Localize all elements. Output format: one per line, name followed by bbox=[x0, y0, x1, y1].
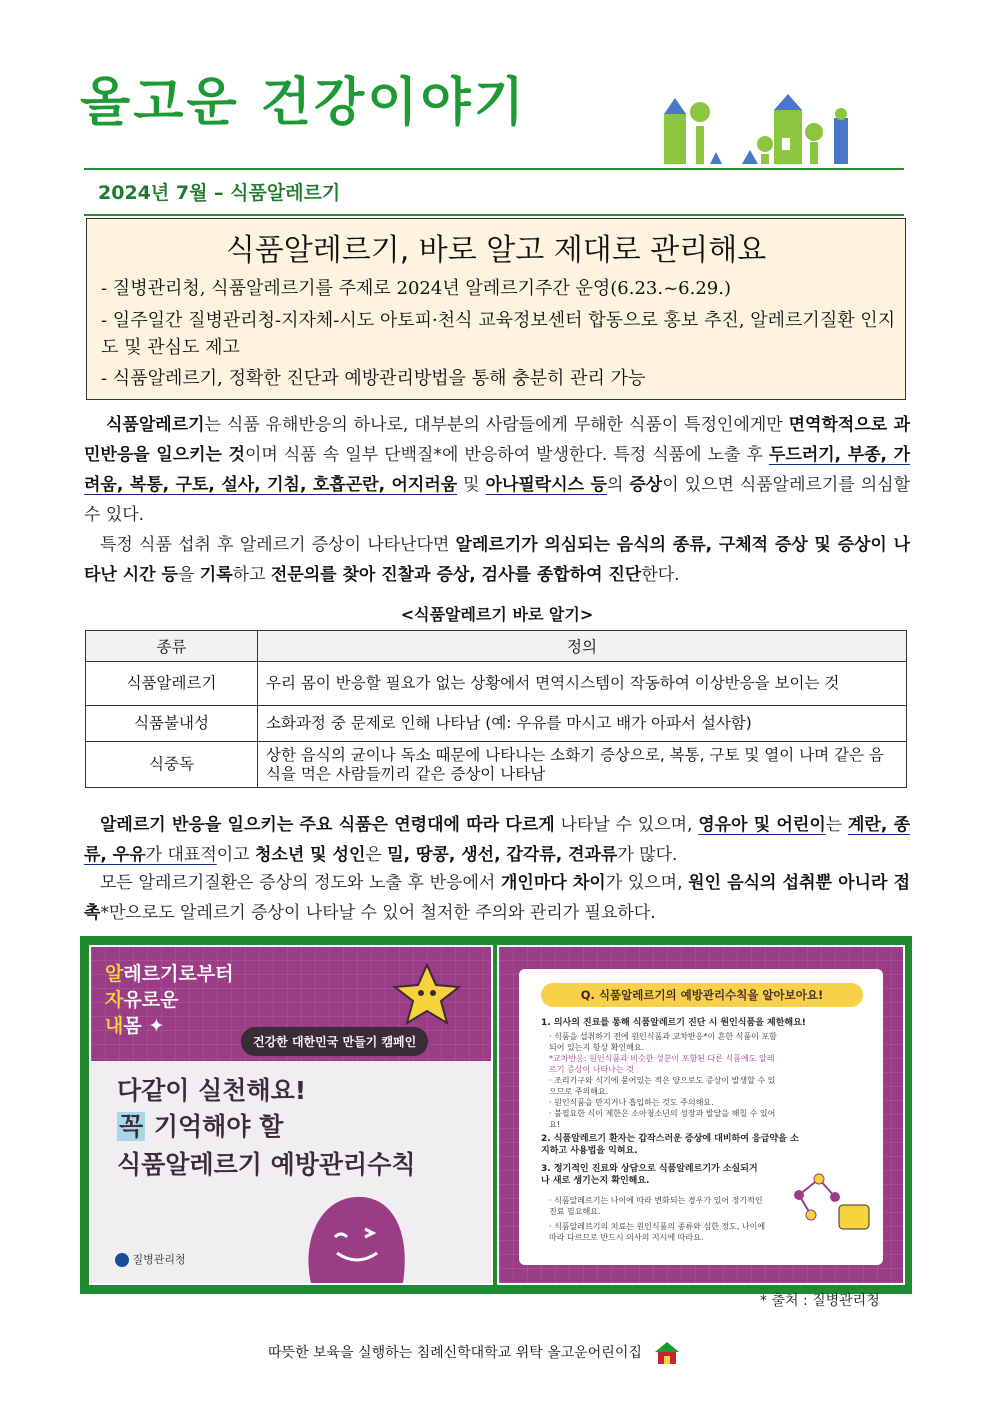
virus-character-icon bbox=[291, 1179, 421, 1283]
headline-bullet: - 일주일간 질병관리청-지자체-시도 아토피·천식 교육정보센터 합동으로 홍보 추진, 알레르기질환 인지도 및 관심도 제고 bbox=[101, 310, 896, 358]
campaign-poster-right bbox=[497, 945, 905, 1285]
rule-details bbox=[549, 1195, 769, 1243]
emphasis-text: 개인마다 차이 bbox=[501, 873, 606, 893]
definition-table bbox=[85, 630, 907, 788]
paragraph-individual-difference bbox=[84, 868, 910, 928]
month-bar bbox=[84, 168, 904, 216]
headline-bullet: - 질병관리청, 식품알레르기를 주제로 2024년 알레르기주간 운영(6.23.~6.29.) bbox=[101, 278, 731, 299]
emphasis-text: 원인 음식의 섭취뿐 아니라 접촉 bbox=[84, 873, 910, 923]
footer-label: 따뜻한 보육을 실행하는 침례신학대학교 위탁 올고운어린이집 bbox=[268, 1345, 642, 1361]
rule-item bbox=[541, 1133, 801, 1157]
prevention-question: Q. 식품알레르기의 예방관리수칙을 알아보아요! bbox=[541, 983, 863, 1007]
text-span: 가 있으며, bbox=[605, 873, 689, 893]
rule-item bbox=[541, 1017, 861, 1029]
rule-detail: · 식품알레르기는 나이에 따라 변화되는 경우가 있어 정기적인 진료 필요해요. bbox=[549, 1196, 763, 1216]
rule-title: 2. 식품알레르기 환자는 갑작스러운 증상에 대비하여 응급약을 소지하고 사용법을 익혀요. bbox=[541, 1134, 799, 1156]
table-cell-definition: 소화과정 중 문제로 인해 나타남 (예: 우유를 마시고 배가 아파서 설사함) bbox=[258, 706, 907, 742]
footer-text bbox=[268, 1340, 680, 1366]
poster-main-area bbox=[91, 1061, 491, 1283]
text-span: *만으로도 알레르기 증상이 나타날 수 있어 철저한 주의와 관리가 필요하다. bbox=[100, 903, 656, 923]
text-span: 한다. bbox=[641, 565, 680, 585]
text-span: 특정 식품 섭취 후 알레르기 증상이 나타난다면 bbox=[100, 535, 456, 555]
prevention-rules-card bbox=[519, 969, 883, 1265]
text-span: 이고 bbox=[216, 845, 255, 865]
text-span: 는 식품 유해반응의 하나로, 대부분의 사람들에게 무해한 식품이 특정인에게만 bbox=[204, 415, 789, 435]
emphasis-text: 기록 bbox=[199, 565, 233, 585]
table-header-row bbox=[86, 631, 907, 662]
table-cell-kind: 식품불내성 bbox=[86, 706, 258, 742]
term-food-allergy: 식품알레르기 bbox=[106, 415, 205, 435]
column-header: 종류 bbox=[86, 631, 258, 662]
table-row bbox=[86, 742, 907, 788]
headline-box bbox=[86, 218, 906, 400]
table-caption: <식품알레르기 바로 알기> bbox=[400, 605, 594, 624]
emphasis-text: 면역학적으로 과민반응을 일으키는 것 bbox=[84, 415, 911, 465]
daycare-house-icon bbox=[654, 1340, 680, 1366]
poster-main-line: 식품알레르기 예방관리수칙 bbox=[117, 1150, 416, 1179]
text-span: 을 bbox=[177, 565, 200, 585]
month-label: 2024년 7월 – 식품알레르기 bbox=[98, 182, 341, 204]
rule-title: 3. 정기적인 진료와 상담으로 식품알레르기가 소실되거나 새로 생기는지 확인해요. bbox=[541, 1164, 758, 1186]
agency-name: 질병관리청 bbox=[132, 1253, 186, 1266]
campaign-label: 건강한 대한민국 만들기 캠페인 bbox=[241, 1027, 428, 1056]
emphasis-text: 전문의를 찾아 진찰과 증상, 검사를 종합하여 진단 bbox=[270, 565, 642, 585]
symptom-anaphylaxis: 아나필락시스 등 bbox=[485, 475, 607, 495]
text-span: 는 bbox=[825, 815, 848, 835]
text-span: 가 많다. bbox=[617, 845, 678, 865]
text-span: 유로운 bbox=[123, 989, 179, 1011]
table-cell-kind: 식중독 bbox=[86, 742, 258, 788]
table-row bbox=[86, 662, 907, 706]
molecule-illustration-icon bbox=[789, 1165, 873, 1235]
rule-detail: *교차반응: 원인식품과 비슷한 성분이 포함된 다른 식품에도 알레르기 증상이 나타나는 것 bbox=[549, 1054, 775, 1074]
text-span: 하고 bbox=[232, 565, 271, 585]
text-span: 가 대표적 bbox=[145, 845, 217, 865]
campaign-poster-left bbox=[89, 945, 493, 1285]
text-span: 나타날 수 있으며, bbox=[554, 815, 699, 835]
emphasis-text: 증상 bbox=[629, 475, 663, 495]
newsletter-title: 올고운 건강이야기 bbox=[80, 73, 527, 133]
text-span: 몸 ✦ bbox=[123, 1015, 165, 1037]
paragraph-foods-by-age bbox=[84, 810, 910, 870]
poster-main-line: 다같이 실천해요! bbox=[117, 1076, 307, 1105]
agency-emblem-icon bbox=[115, 1253, 129, 1267]
rule-detail: · 조리기구와 식기에 묻어있는 적은 양으로도 증상이 발생할 수 있으므로 주의해요. bbox=[549, 1076, 776, 1096]
emphasis-text: 영유아 및 어린이 bbox=[698, 815, 826, 835]
text-span: 의 bbox=[606, 475, 630, 495]
symptom-list: 두드러기, 부종, 가려움, 복통, 구토, 설사, 기침, 호흡곤란, 어지러움 bbox=[84, 445, 910, 495]
text-span: 기억해야 할 bbox=[145, 1112, 284, 1141]
poster-slogan bbox=[105, 961, 233, 1039]
table-row bbox=[86, 706, 907, 742]
table-cell-kind: 식품알레르기 bbox=[86, 662, 258, 706]
text-span: 꼭 bbox=[119, 1112, 144, 1141]
emphasis-text: 계란, 종류, 우유 bbox=[84, 815, 910, 865]
table-cell-definition: 우리 몸이 반응할 필요가 없는 상황에서 면역시스템이 작동하여 이상반응을 보이는 것 bbox=[258, 662, 907, 706]
text-span: 이며 식품 속 일부 단백질*에 반응하여 발생한다. 특정 식품에 노출 후 bbox=[244, 445, 769, 465]
rule-detail: · 원인식품을 만지거나 흡입하는 것도 주의해요. bbox=[549, 1098, 714, 1107]
text-span: 레르기로부터 bbox=[123, 963, 234, 985]
star-character-icon bbox=[391, 963, 463, 1025]
rule-details bbox=[549, 1031, 779, 1130]
emphasis-text: 밀, 땅콩, 생선, 갑각류, 견과류 bbox=[387, 845, 618, 865]
emphasis-text: 알레르기가 의심되는 음식의 종류, 구체적 증상 및 증상이 나타난 시간 등 bbox=[84, 535, 910, 585]
poster-main-line bbox=[117, 1107, 283, 1143]
text-span: 알 bbox=[105, 963, 124, 985]
agency-logo bbox=[115, 1251, 186, 1267]
rule-title: 1. 의사의 진료를 통해 식품알레르기 진단 시 원인식품을 제한해요! bbox=[541, 1018, 806, 1028]
rule-detail: · 식품알레르기의 치료는 원인식품의 종류와 심한 정도, 나이에 따라 다르므로 반드시 의사의 지시에 따라요. bbox=[549, 1222, 766, 1242]
rule-item bbox=[541, 1163, 761, 1187]
campaign-images bbox=[80, 936, 912, 1294]
source-note: * 출처 : 질병관리청 bbox=[760, 1293, 880, 1309]
text-span: 이 있으면 식품알레르기를 의심할 수 있다. bbox=[84, 475, 911, 525]
rule-detail: · 불필요한 식이 제한은 소아청소년의 성장과 발달을 해칠 수 있어요! bbox=[549, 1109, 776, 1129]
emphasis-text: 청소년 및 성인 bbox=[255, 845, 366, 865]
text-span: 및 bbox=[457, 475, 486, 495]
column-header: 정의 bbox=[258, 631, 907, 662]
rule-detail: · 식품을 섭취하기 전에 원인식품과 교차반응*이 흔한 식품이 포함되어 있는지 항상 확인해요. bbox=[549, 1032, 777, 1052]
text-span: 자 bbox=[105, 989, 124, 1011]
paragraph-diagnosis bbox=[84, 530, 910, 590]
text-span: 모든 알레르기질환은 증상의 정도와 노출 후 반응에서 bbox=[100, 873, 501, 893]
text-span: 내 bbox=[105, 1015, 124, 1037]
headline-bullet: - 식품알레르기, 정확한 진단과 예방관리방법을 통해 충분히 관리 가능 bbox=[101, 368, 646, 389]
headline-title: 식품알레르기, 바로 알고 제대로 관리해요 bbox=[225, 233, 767, 268]
paragraph-definition bbox=[84, 410, 910, 530]
emphasis-text: 알레르기 반응을 일으키는 주요 식품은 연령대에 따라 다르게 bbox=[100, 815, 555, 835]
table-cell-definition: 상한 음식의 균이나 독소 때문에 나타나는 소화기 증상으로, 복통, 구토 및 열이 나며 같은 음식을 먹은 사람들끼리 같은 증상이 나타남 bbox=[258, 742, 907, 788]
text-span: 은 bbox=[365, 845, 388, 865]
city-decoration-icon bbox=[660, 92, 860, 164]
